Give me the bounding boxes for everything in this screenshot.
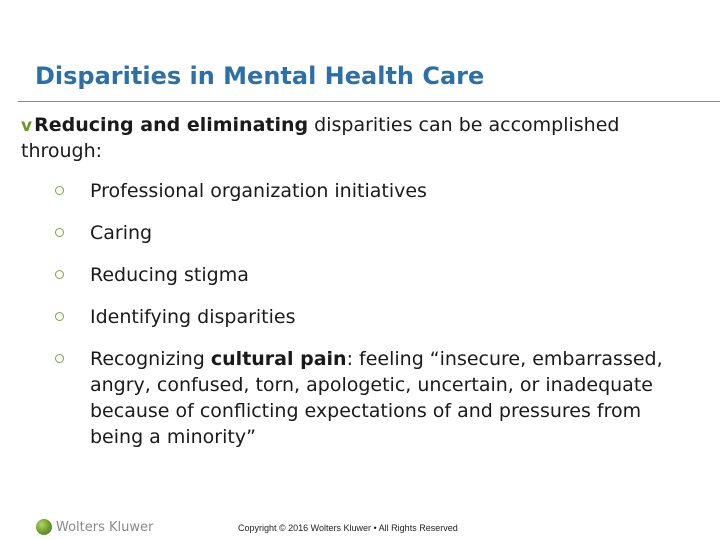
logo-text: Wolters Kluwer	[56, 519, 154, 535]
list-item	[55, 262, 695, 288]
intro-text: disparities can be accomplished through:	[21, 114, 620, 162]
list-item-text: Professional organization initiatives	[90, 180, 427, 202]
intro-bold-text: Reducing and eliminating	[34, 114, 309, 136]
list-item	[55, 346, 695, 450]
copyright-notice: Copyright © 2016 Wolters Kluwer • All Rights Reserved	[238, 523, 458, 533]
wolters-kluwer-logo	[36, 519, 153, 535]
list-item	[55, 304, 695, 330]
list-item-text-pre: Recognizing	[90, 348, 211, 370]
cultural-pain-term: cultural pain	[210, 348, 347, 370]
slide-title: Disparities in Mental Health Care	[35, 62, 485, 90]
list-item-text: Reducing stigma	[90, 264, 249, 286]
intro-paragraph	[21, 113, 701, 164]
circle-bullet-icon	[55, 312, 64, 321]
circle-bullet-icon	[55, 354, 64, 363]
list-item	[55, 178, 695, 204]
circle-bullet-icon	[55, 228, 64, 237]
list-item-text: Identifying disparities	[90, 306, 296, 328]
title-divider	[18, 101, 720, 102]
circle-bullet-icon	[55, 270, 64, 279]
list-item	[55, 220, 695, 246]
list-item-text: Caring	[90, 222, 153, 244]
circle-bullet-icon	[55, 186, 64, 195]
logo-icon	[36, 519, 52, 535]
diamond-bullet-icon: v	[21, 116, 33, 136]
bullet-list	[55, 178, 695, 466]
list-item-text-post: : feeling “insecure, embarrassed, angry, confused, torn, apologetic, uncertain, or inadequate because of conflicting expectations of and pressures from being a minority”	[90, 348, 663, 448]
